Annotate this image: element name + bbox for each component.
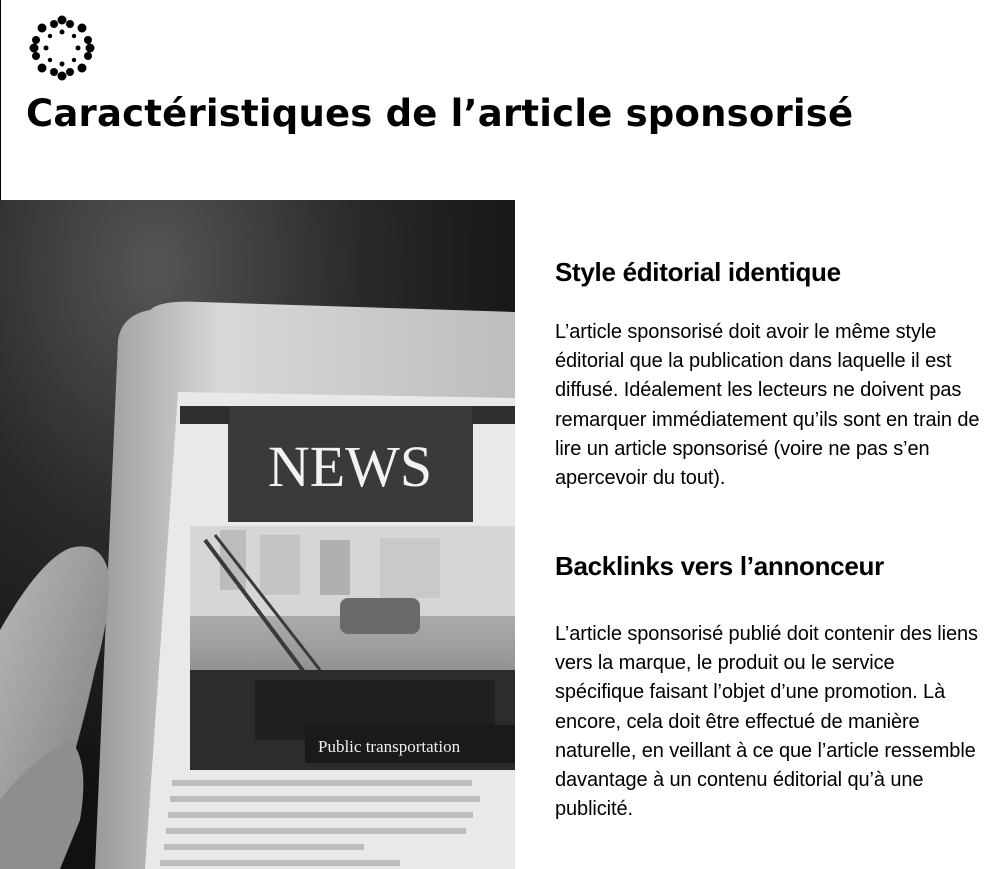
section-style-editorial: [555, 256, 985, 493]
circle-of-dots-logo-icon: [26, 12, 98, 84]
section-body: L’article sponsorisé doit avoir le même style éditorial que la publication dans laquelle il est diffusé. Idéalement les lecteurs ne doivent pas remarquer immédiatement qu’ils sont en train de lire un article sponsorisé (voire ne pas s’en apercevoir du tout).: [555, 321, 980, 490]
section-heading: Style éditorial identique: [555, 257, 841, 287]
page-title: Caractéristiques de l’article sponsorisé: [26, 92, 854, 135]
section-body: L’article sponsorisé publié doit contenir des liens vers la marque, le produit ou le service spécifique faisant l’objet d’une promotion. Là encore, cela doit être effectué de manière naturelle, en veillant à ce que l’article ressemble davantage à un contenu éditorial qu’à une publicité.: [555, 623, 978, 821]
photo-caption: Public transportation: [318, 737, 461, 756]
section-backlinks: [555, 550, 985, 824]
section-heading: Backlinks vers l’annonceur: [555, 551, 884, 581]
tablet-news-photo: [0, 200, 515, 869]
left-border-line: [0, 0, 1, 200]
news-headline: NEWS: [267, 434, 433, 499]
